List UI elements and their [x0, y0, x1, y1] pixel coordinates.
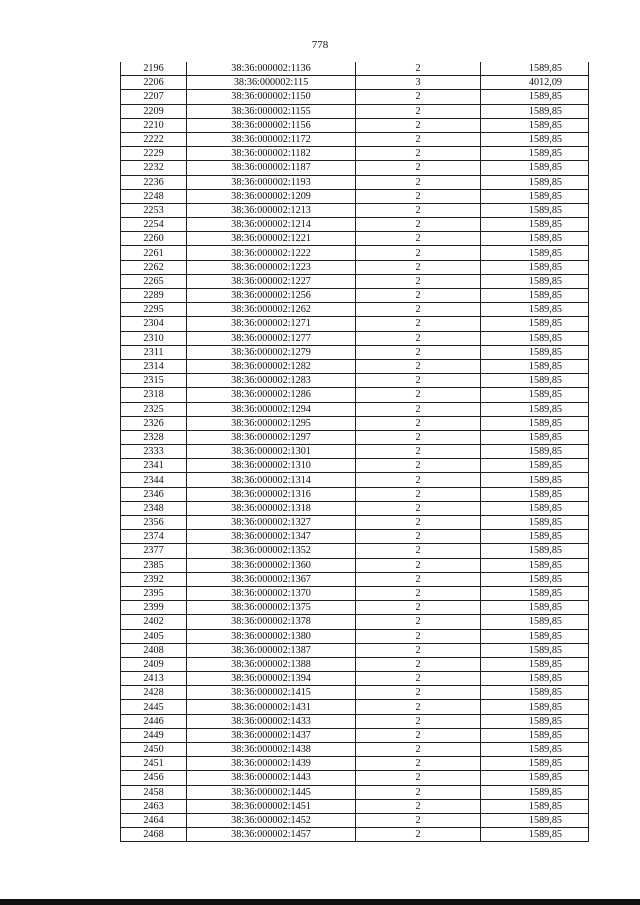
row-number-cell: 2207	[121, 90, 187, 104]
cadastral-number-cell: 38:36:000002:1286	[187, 388, 356, 402]
amount-cell: 1589,85	[481, 657, 589, 671]
cadastral-number-cell: 38:36:000002:1347	[187, 530, 356, 544]
amount-cell: 1589,85	[481, 813, 589, 827]
table-row	[121, 785, 589, 799]
amount-cell: 1589,85	[481, 274, 589, 288]
table-row	[121, 615, 589, 629]
amount-cell: 1589,85	[481, 516, 589, 530]
cadastral-number-cell: 38:36:000002:1271	[187, 317, 356, 331]
amount-cell: 1589,85	[481, 416, 589, 430]
row-number-cell: 2314	[121, 359, 187, 373]
row-number-cell: 2253	[121, 203, 187, 217]
cadastral-number-cell: 38:36:000002:1136	[187, 62, 356, 76]
table-row	[121, 771, 589, 785]
amount-cell: 1589,85	[481, 629, 589, 643]
quantity-cell: 2	[356, 374, 481, 388]
quantity-cell: 2	[356, 416, 481, 430]
table-row	[121, 544, 589, 558]
amount-cell: 1589,85	[481, 686, 589, 700]
amount-cell: 1589,85	[481, 487, 589, 501]
amount-cell: 1589,85	[481, 615, 589, 629]
amount-cell: 1589,85	[481, 785, 589, 799]
amount-cell: 1589,85	[481, 203, 589, 217]
row-number-cell: 2265	[121, 274, 187, 288]
cadastral-number-cell: 38:36:000002:1214	[187, 218, 356, 232]
quantity-cell: 2	[356, 501, 481, 515]
cadastral-number-cell: 38:36:000002:1360	[187, 558, 356, 572]
cadastral-number-cell: 38:36:000002:1262	[187, 303, 356, 317]
quantity-cell: 2	[356, 757, 481, 771]
quantity-cell: 2	[356, 544, 481, 558]
cadastral-number-cell: 38:36:000002:1352	[187, 544, 356, 558]
cadastral-number-cell: 38:36:000002:1375	[187, 601, 356, 615]
amount-cell: 1589,85	[481, 672, 589, 686]
amount-cell: 1589,85	[481, 218, 589, 232]
cadastral-number-cell: 38:36:000002:1223	[187, 260, 356, 274]
table-row	[121, 331, 589, 345]
table-row	[121, 657, 589, 671]
quantity-cell: 2	[356, 785, 481, 799]
cadastral-number-cell: 38:36:000002:1209	[187, 189, 356, 203]
cadastral-number-cell: 38:36:000002:1227	[187, 274, 356, 288]
cadastral-number-cell: 38:36:000002:1439	[187, 757, 356, 771]
cadastral-number-cell: 38:36:000002:1394	[187, 672, 356, 686]
cadastral-number-cell: 38:36:000002:1221	[187, 232, 356, 246]
quantity-cell: 2	[356, 147, 481, 161]
quantity-cell: 2	[356, 430, 481, 444]
amount-cell: 1589,85	[481, 714, 589, 728]
quantity-cell: 2	[356, 615, 481, 629]
amount-cell: 1589,85	[481, 728, 589, 742]
table-row	[121, 175, 589, 189]
quantity-cell: 2	[356, 828, 481, 842]
cadastral-number-cell: 38:36:000002:1457	[187, 828, 356, 842]
quantity-cell: 2	[356, 572, 481, 586]
row-number-cell: 2222	[121, 132, 187, 146]
row-number-cell: 2295	[121, 303, 187, 317]
amount-cell: 1589,85	[481, 700, 589, 714]
amount-cell: 1589,85	[481, 132, 589, 146]
table-row	[121, 303, 589, 317]
row-number-cell: 2254	[121, 218, 187, 232]
quantity-cell: 2	[356, 289, 481, 303]
quantity-cell: 2	[356, 601, 481, 615]
table-row	[121, 132, 589, 146]
table-row	[121, 76, 589, 90]
row-number-cell: 2449	[121, 728, 187, 742]
cadastral-number-cell: 38:36:000002:1370	[187, 586, 356, 600]
quantity-cell: 2	[356, 629, 481, 643]
quantity-cell: 2	[356, 714, 481, 728]
amount-cell: 1589,85	[481, 530, 589, 544]
table-row	[121, 374, 589, 388]
quantity-cell: 2	[356, 643, 481, 657]
cadastral-number-cell: 38:36:000002:1277	[187, 331, 356, 345]
row-number-cell: 2428	[121, 686, 187, 700]
cadastral-number-cell: 38:36:000002:1213	[187, 203, 356, 217]
table-row	[121, 572, 589, 586]
amount-cell: 1589,85	[481, 572, 589, 586]
row-number-cell: 2385	[121, 558, 187, 572]
row-number-cell: 2377	[121, 544, 187, 558]
cadastral-number-cell: 38:36:000002:1182	[187, 147, 356, 161]
amount-cell: 1589,85	[481, 799, 589, 813]
quantity-cell: 2	[356, 743, 481, 757]
table-row	[121, 601, 589, 615]
amount-cell: 1589,85	[481, 430, 589, 444]
row-number-cell: 2236	[121, 175, 187, 189]
amount-cell: 1589,85	[481, 643, 589, 657]
amount-cell: 1589,85	[481, 374, 589, 388]
row-number-cell: 2315	[121, 374, 187, 388]
table-row	[121, 728, 589, 742]
cadastral-number-cell: 38:36:000002:1438	[187, 743, 356, 757]
row-number-cell: 2262	[121, 260, 187, 274]
table-row	[121, 416, 589, 430]
quantity-cell: 3	[356, 76, 481, 90]
row-number-cell: 2413	[121, 672, 187, 686]
table-row	[121, 558, 589, 572]
row-number-cell: 2209	[121, 104, 187, 118]
table-row	[121, 586, 589, 600]
cadastral-number-cell: 38:36:000002:1256	[187, 289, 356, 303]
quantity-cell: 2	[356, 161, 481, 175]
quantity-cell: 2	[356, 459, 481, 473]
row-number-cell: 2311	[121, 345, 187, 359]
quantity-cell: 2	[356, 487, 481, 501]
quantity-cell: 2	[356, 388, 481, 402]
amount-cell: 1589,85	[481, 757, 589, 771]
row-number-cell: 2326	[121, 416, 187, 430]
amount-cell: 1589,85	[481, 473, 589, 487]
table-row	[121, 487, 589, 501]
row-number-cell: 2399	[121, 601, 187, 615]
amount-cell: 1589,85	[481, 828, 589, 842]
row-number-cell: 2346	[121, 487, 187, 501]
amount-cell: 1589,85	[481, 388, 589, 402]
table-row	[121, 232, 589, 246]
quantity-cell: 2	[356, 303, 481, 317]
cadastral-number-cell: 38:36:000002:1222	[187, 246, 356, 260]
amount-cell: 1589,85	[481, 501, 589, 515]
quantity-cell: 2	[356, 402, 481, 416]
amount-cell: 1589,85	[481, 544, 589, 558]
cadastral-number-cell: 38:36:000002:1327	[187, 516, 356, 530]
cadastral-number-cell: 38:36:000002:1314	[187, 473, 356, 487]
table-row	[121, 274, 589, 288]
cadastral-number-cell: 38:36:000002:1367	[187, 572, 356, 586]
table-row	[121, 445, 589, 459]
quantity-cell: 2	[356, 274, 481, 288]
quantity-cell: 2	[356, 445, 481, 459]
amount-cell: 1589,85	[481, 558, 589, 572]
quantity-cell: 2	[356, 813, 481, 827]
amount-cell: 1589,85	[481, 402, 589, 416]
page-number: 778	[311, 39, 329, 51]
amount-cell: 1589,85	[481, 345, 589, 359]
amount-cell: 1589,85	[481, 317, 589, 331]
quantity-cell: 2	[356, 516, 481, 530]
amount-cell: 1589,85	[481, 289, 589, 303]
cadastral-number-cell: 38:36:000002:1445	[187, 785, 356, 799]
cadastral-number-cell: 38:36:000002:1279	[187, 345, 356, 359]
cadastral-number-cell: 38:36:000002:1301	[187, 445, 356, 459]
table-row	[121, 686, 589, 700]
cadastral-number-cell: 38:36:000002:1452	[187, 813, 356, 827]
row-number-cell: 2232	[121, 161, 187, 175]
quantity-cell: 2	[356, 672, 481, 686]
cadastral-number-cell: 38:36:000002:1283	[187, 374, 356, 388]
cadastral-number-cell: 38:36:000002:1297	[187, 430, 356, 444]
cadastral-number-cell: 38:36:000002:1150	[187, 90, 356, 104]
amount-cell: 1589,85	[481, 331, 589, 345]
table-row	[121, 714, 589, 728]
table-row	[121, 700, 589, 714]
cadastral-number-cell: 38:36:000002:1282	[187, 359, 356, 373]
amount-cell: 1589,85	[481, 104, 589, 118]
amount-cell: 1589,85	[481, 118, 589, 132]
quantity-cell: 2	[356, 700, 481, 714]
table-row	[121, 743, 589, 757]
row-number-cell: 2325	[121, 402, 187, 416]
table-row	[121, 530, 589, 544]
amount-cell: 1589,85	[481, 586, 589, 600]
quantity-cell: 2	[356, 118, 481, 132]
row-number-cell: 2310	[121, 331, 187, 345]
table-row	[121, 672, 589, 686]
table-row	[121, 118, 589, 132]
amount-cell: 1589,85	[481, 260, 589, 274]
table-row	[121, 459, 589, 473]
table-row	[121, 90, 589, 104]
cadastral-number-cell: 38:36:000002:1155	[187, 104, 356, 118]
table-row	[121, 289, 589, 303]
row-number-cell: 2408	[121, 643, 187, 657]
row-number-cell: 2328	[121, 430, 187, 444]
table-row	[121, 643, 589, 657]
row-number-cell: 2356	[121, 516, 187, 530]
amount-cell: 1589,85	[481, 445, 589, 459]
row-number-cell: 2344	[121, 473, 187, 487]
table-row	[121, 203, 589, 217]
row-number-cell: 2409	[121, 657, 187, 671]
row-number-cell: 2261	[121, 246, 187, 260]
quantity-cell: 2	[356, 558, 481, 572]
amount-cell: 4012,09	[481, 76, 589, 90]
table-body	[121, 62, 589, 842]
quantity-cell: 2	[356, 90, 481, 104]
row-number-cell: 2196	[121, 62, 187, 76]
quantity-cell: 2	[356, 317, 481, 331]
amount-cell: 1589,85	[481, 62, 589, 76]
quantity-cell: 2	[356, 189, 481, 203]
table-row	[121, 430, 589, 444]
quantity-cell: 2	[356, 62, 481, 76]
table-row	[121, 828, 589, 842]
row-number-cell: 2289	[121, 289, 187, 303]
row-number-cell: 2464	[121, 813, 187, 827]
cadastral-number-cell: 38:36:000002:1295	[187, 416, 356, 430]
row-number-cell: 2463	[121, 799, 187, 813]
quantity-cell: 2	[356, 657, 481, 671]
row-number-cell: 2260	[121, 232, 187, 246]
amount-cell: 1589,85	[481, 359, 589, 373]
amount-cell: 1589,85	[481, 743, 589, 757]
table-row	[121, 317, 589, 331]
parcel-table	[120, 62, 589, 842]
cadastral-number-cell: 38:36:000002:1431	[187, 700, 356, 714]
cadastral-number-cell: 38:36:000002:1437	[187, 728, 356, 742]
row-number-cell: 2456	[121, 771, 187, 785]
table-row	[121, 388, 589, 402]
quantity-cell: 2	[356, 586, 481, 600]
quantity-cell: 2	[356, 331, 481, 345]
quantity-cell: 2	[356, 232, 481, 246]
row-number-cell: 2405	[121, 629, 187, 643]
row-number-cell: 2304	[121, 317, 187, 331]
table-row	[121, 757, 589, 771]
amount-cell: 1589,85	[481, 771, 589, 785]
quantity-cell: 2	[356, 345, 481, 359]
row-number-cell: 2333	[121, 445, 187, 459]
table-row	[121, 813, 589, 827]
cadastral-number-cell: 38:36:000002:1318	[187, 501, 356, 515]
quantity-cell: 2	[356, 175, 481, 189]
quantity-cell: 2	[356, 530, 481, 544]
quantity-cell: 2	[356, 728, 481, 742]
table-row	[121, 345, 589, 359]
quantity-cell: 2	[356, 799, 481, 813]
cadastral-number-cell: 38:36:000002:1172	[187, 132, 356, 146]
row-number-cell: 2458	[121, 785, 187, 799]
amount-cell: 1589,85	[481, 246, 589, 260]
cadastral-number-cell: 38:36:000002:1310	[187, 459, 356, 473]
quantity-cell: 2	[356, 771, 481, 785]
row-number-cell: 2445	[121, 700, 187, 714]
row-number-cell: 2402	[121, 615, 187, 629]
cadastral-number-cell: 38:36:000002:1415	[187, 686, 356, 700]
quantity-cell: 2	[356, 203, 481, 217]
cadastral-number-cell: 38:36:000002:115	[187, 76, 356, 90]
quantity-cell: 2	[356, 104, 481, 118]
table-row	[121, 246, 589, 260]
quantity-cell: 2	[356, 246, 481, 260]
amount-cell: 1589,85	[481, 147, 589, 161]
cadastral-number-cell: 38:36:000002:1443	[187, 771, 356, 785]
amount-cell: 1589,85	[481, 90, 589, 104]
cadastral-number-cell: 38:36:000002:1380	[187, 629, 356, 643]
amount-cell: 1589,85	[481, 175, 589, 189]
row-number-cell: 2451	[121, 757, 187, 771]
amount-cell: 1589,85	[481, 232, 589, 246]
row-number-cell: 2392	[121, 572, 187, 586]
quantity-cell: 2	[356, 218, 481, 232]
table-row	[121, 473, 589, 487]
row-number-cell: 2446	[121, 714, 187, 728]
table-row	[121, 62, 589, 76]
amount-cell: 1589,85	[481, 601, 589, 615]
table-row	[121, 161, 589, 175]
cadastral-number-cell: 38:36:000002:1187	[187, 161, 356, 175]
row-number-cell: 2210	[121, 118, 187, 132]
row-number-cell: 2395	[121, 586, 187, 600]
amount-cell: 1589,85	[481, 161, 589, 175]
table-row	[121, 104, 589, 118]
row-number-cell: 2206	[121, 76, 187, 90]
row-number-cell: 2450	[121, 743, 187, 757]
row-number-cell: 2318	[121, 388, 187, 402]
table-row	[121, 260, 589, 274]
cadastral-number-cell: 38:36:000002:1316	[187, 487, 356, 501]
table-row	[121, 402, 589, 416]
quantity-cell: 2	[356, 359, 481, 373]
table-row	[121, 629, 589, 643]
quantity-cell: 2	[356, 260, 481, 274]
cadastral-number-cell: 38:36:000002:1193	[187, 175, 356, 189]
amount-cell: 1589,85	[481, 189, 589, 203]
table-row	[121, 501, 589, 515]
quantity-cell: 2	[356, 686, 481, 700]
row-number-cell: 2374	[121, 530, 187, 544]
cadastral-number-cell: 38:36:000002:1451	[187, 799, 356, 813]
cadastral-number-cell: 38:36:000002:1433	[187, 714, 356, 728]
cadastral-number-cell: 38:36:000002:1156	[187, 118, 356, 132]
quantity-cell: 2	[356, 132, 481, 146]
scan-border-bar	[0, 899, 640, 905]
table-row	[121, 218, 589, 232]
amount-cell: 1589,85	[481, 459, 589, 473]
row-number-cell: 2248	[121, 189, 187, 203]
table-row	[121, 516, 589, 530]
row-number-cell: 2341	[121, 459, 187, 473]
amount-cell: 1589,85	[481, 303, 589, 317]
cadastral-number-cell: 38:36:000002:1294	[187, 402, 356, 416]
cadastral-number-cell: 38:36:000002:1388	[187, 657, 356, 671]
cadastral-number-cell: 38:36:000002:1378	[187, 615, 356, 629]
quantity-cell: 2	[356, 473, 481, 487]
row-number-cell: 2229	[121, 147, 187, 161]
table-row	[121, 189, 589, 203]
table-row	[121, 799, 589, 813]
row-number-cell: 2348	[121, 501, 187, 515]
row-number-cell: 2468	[121, 828, 187, 842]
table-row	[121, 147, 589, 161]
cadastral-number-cell: 38:36:000002:1387	[187, 643, 356, 657]
table-row	[121, 359, 589, 373]
